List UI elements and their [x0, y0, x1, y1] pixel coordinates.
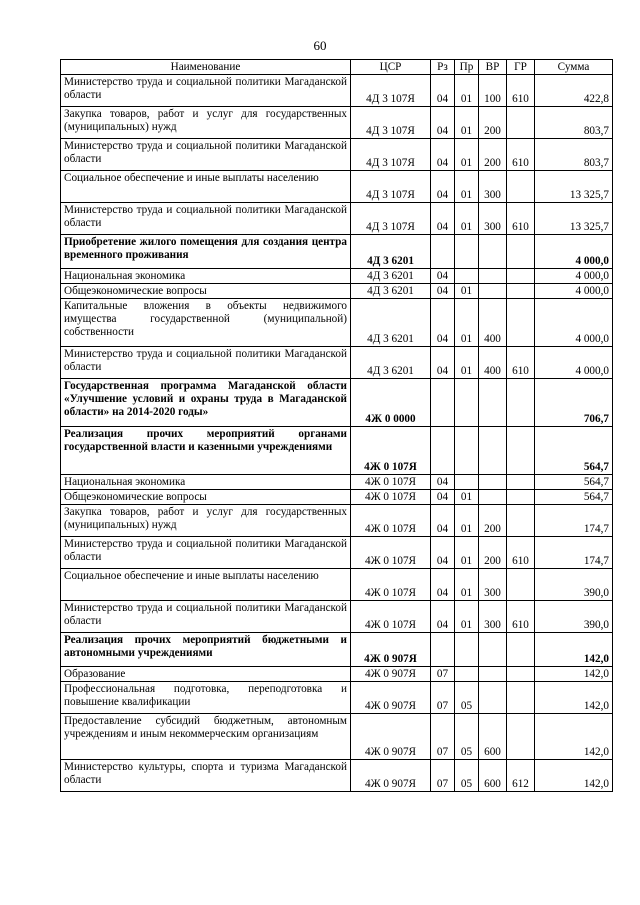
cell-vr [479, 475, 507, 490]
cell-vr: 600 [479, 760, 507, 792]
table-row [61, 601, 613, 633]
table-row [61, 475, 613, 490]
cell-rz: 04 [431, 569, 455, 601]
cell-vr: 300 [479, 171, 507, 203]
cell-csr: 4Ж 0 907Я [351, 633, 431, 667]
cell-csr: 4Ж 0 107Я [351, 475, 431, 490]
cell-csr: 4Ж 0 107Я [351, 569, 431, 601]
table-row [61, 667, 613, 682]
cell-name: Государственная программа Магаданской области «Улучшение условий и охраны труда в Магаданской области» на 2014-2020 годы» [61, 379, 351, 427]
cell-vr: 400 [479, 347, 507, 379]
cell-vr: 400 [479, 299, 507, 347]
cell-vr: 200 [479, 537, 507, 569]
cell-pr: 01 [455, 203, 479, 235]
cell-pr: 01 [455, 537, 479, 569]
cell-name: Реализация прочих мероприятий органами государственной власти и казенными учреждениями [61, 427, 351, 475]
cell-name: Министерство труда и социальной политики Магаданской области [61, 75, 351, 107]
cell-rz: 04 [431, 269, 455, 284]
cell-sum: 564,7 [535, 427, 613, 475]
cell-pr: 01 [455, 284, 479, 299]
cell-name: Профессиональная подготовка, переподготовка и повышение квалификации [61, 682, 351, 714]
cell-vr: 200 [479, 107, 507, 139]
cell-vr [479, 682, 507, 714]
table-row [61, 714, 613, 760]
cell-gr [507, 475, 535, 490]
cell-gr: 610 [507, 537, 535, 569]
table-row [61, 569, 613, 601]
cell-rz: 04 [431, 490, 455, 505]
cell-gr: 610 [507, 203, 535, 235]
cell-csr: 4Ж 0 107Я [351, 427, 431, 475]
cell-csr: 4Д 3 107Я [351, 203, 431, 235]
cell-csr: 4Д 3 6201 [351, 235, 431, 269]
cell-csr: 4Д 3 107Я [351, 171, 431, 203]
cell-name: Общеэкономические вопросы [61, 490, 351, 505]
header-rz: Рз [431, 60, 455, 75]
cell-pr: 05 [455, 714, 479, 760]
cell-gr [507, 427, 535, 475]
cell-sum: 4 000,0 [535, 299, 613, 347]
cell-csr: 4Д 3 107Я [351, 139, 431, 171]
cell-name: Капитальные вложения в объекты недвижимого имущества государственной (муниципальной) собственности [61, 299, 351, 347]
cell-rz: 04 [431, 107, 455, 139]
cell-gr [507, 505, 535, 537]
cell-name: Реализация прочих мероприятий бюджетными и автономными учреждениями [61, 633, 351, 667]
cell-gr [507, 107, 535, 139]
cell-name: Министерство труда и социальной политики Магаданской области [61, 601, 351, 633]
cell-rz: 04 [431, 537, 455, 569]
cell-pr: 01 [455, 139, 479, 171]
cell-rz: 04 [431, 299, 455, 347]
cell-sum: 422,8 [535, 75, 613, 107]
cell-csr: 4Д 3 6201 [351, 347, 431, 379]
cell-gr [507, 379, 535, 427]
cell-gr [507, 490, 535, 505]
cell-sum: 803,7 [535, 139, 613, 171]
cell-csr: 4Ж 0 907Я [351, 760, 431, 792]
cell-rz: 07 [431, 714, 455, 760]
cell-gr [507, 633, 535, 667]
cell-pr [455, 475, 479, 490]
cell-pr [455, 235, 479, 269]
cell-pr: 01 [455, 107, 479, 139]
page-number: 60 [313, 38, 327, 53]
header-gr: ГР [507, 60, 535, 75]
cell-csr: 4Ж 0 907Я [351, 682, 431, 714]
cell-sum: 174,7 [535, 505, 613, 537]
cell-rz: 04 [431, 505, 455, 537]
cell-rz: 04 [431, 601, 455, 633]
cell-sum: 803,7 [535, 107, 613, 139]
cell-sum: 390,0 [535, 569, 613, 601]
cell-name: Образование [61, 667, 351, 682]
cell-sum: 390,0 [535, 601, 613, 633]
cell-vr [479, 427, 507, 475]
table-row [61, 505, 613, 537]
cell-pr: 01 [455, 75, 479, 107]
cell-vr [479, 667, 507, 682]
cell-gr [507, 171, 535, 203]
cell-name: Закупка товаров, работ и услуг для государственных (муниципальных) нужд [61, 107, 351, 139]
cell-sum: 142,0 [535, 682, 613, 714]
cell-vr [479, 633, 507, 667]
cell-sum: 13 325,7 [535, 171, 613, 203]
cell-csr: 4Д 3 107Я [351, 75, 431, 107]
table-row [61, 347, 613, 379]
cell-vr [479, 379, 507, 427]
table-row [61, 269, 613, 284]
cell-gr [507, 569, 535, 601]
cell-csr: 4Ж 0 907Я [351, 714, 431, 760]
cell-name: Социальное обеспечение и иные выплаты населению [61, 569, 351, 601]
cell-pr: 01 [455, 490, 479, 505]
header-vr: ВР [479, 60, 507, 75]
cell-gr [507, 269, 535, 284]
table-row [61, 537, 613, 569]
cell-name: Общеэкономические вопросы [61, 284, 351, 299]
cell-sum: 142,0 [535, 633, 613, 667]
cell-sum: 142,0 [535, 667, 613, 682]
cell-gr: 610 [507, 139, 535, 171]
cell-sum: 174,7 [535, 537, 613, 569]
cell-pr: 01 [455, 601, 479, 633]
cell-vr: 300 [479, 569, 507, 601]
table-row [61, 379, 613, 427]
cell-name: Министерство труда и социальной политики Магаданской области [61, 139, 351, 171]
cell-vr: 200 [479, 505, 507, 537]
cell-rz: 07 [431, 667, 455, 682]
cell-sum: 564,7 [535, 475, 613, 490]
cell-rz [431, 235, 455, 269]
cell-pr: 01 [455, 505, 479, 537]
cell-name: Закупка товаров, работ и услуг для государственных (муниципальных) нужд [61, 505, 351, 537]
cell-csr: 4Ж 0 907Я [351, 667, 431, 682]
header-sum: Сумма [535, 60, 613, 75]
cell-rz [431, 633, 455, 667]
table-row [61, 75, 613, 107]
table-row [61, 682, 613, 714]
cell-vr: 300 [479, 203, 507, 235]
cell-rz: 07 [431, 682, 455, 714]
cell-gr: 612 [507, 760, 535, 792]
cell-vr: 300 [479, 601, 507, 633]
cell-name: Национальная экономика [61, 475, 351, 490]
cell-pr [455, 633, 479, 667]
cell-pr: 01 [455, 569, 479, 601]
cell-sum: 142,0 [535, 760, 613, 792]
cell-vr: 200 [479, 139, 507, 171]
cell-name: Социальное обеспечение и иные выплаты населению [61, 171, 351, 203]
cell-vr [479, 269, 507, 284]
header-name: Наименование [61, 60, 351, 75]
header-pr: Пр [455, 60, 479, 75]
cell-rz: 04 [431, 347, 455, 379]
table-body [61, 75, 613, 792]
cell-gr [507, 714, 535, 760]
cell-pr: 05 [455, 760, 479, 792]
cell-pr [455, 269, 479, 284]
header-csr: ЦСР [351, 60, 431, 75]
cell-rz: 04 [431, 139, 455, 171]
cell-csr: 4Ж 0 0000 [351, 379, 431, 427]
cell-csr: 4Ж 0 107Я [351, 601, 431, 633]
table-row [61, 299, 613, 347]
cell-name: Министерство культуры, спорта и туризма Магаданской области [61, 760, 351, 792]
cell-vr: 600 [479, 714, 507, 760]
cell-sum: 4 000,0 [535, 347, 613, 379]
cell-pr: 05 [455, 682, 479, 714]
cell-name: Министерство труда и социальной политики Магаданской области [61, 347, 351, 379]
table-row [61, 107, 613, 139]
budget-table [60, 59, 613, 792]
table-row [61, 284, 613, 299]
cell-name: Министерство труда и социальной политики Магаданской области [61, 203, 351, 235]
cell-rz: 07 [431, 760, 455, 792]
cell-pr [455, 667, 479, 682]
cell-rz: 04 [431, 203, 455, 235]
cell-gr [507, 284, 535, 299]
cell-gr [507, 667, 535, 682]
cell-rz: 04 [431, 75, 455, 107]
cell-gr [507, 299, 535, 347]
table-row [61, 760, 613, 792]
cell-gr [507, 682, 535, 714]
cell-rz [431, 427, 455, 475]
cell-rz [431, 379, 455, 427]
cell-gr: 610 [507, 601, 535, 633]
cell-sum: 142,0 [535, 714, 613, 760]
cell-name: Национальная экономика [61, 269, 351, 284]
cell-rz: 04 [431, 475, 455, 490]
cell-name: Предоставление субсидий бюджетным, автономным учреждениям и иным некоммерческим организациям [61, 714, 351, 760]
cell-rz: 04 [431, 284, 455, 299]
cell-rz: 04 [431, 171, 455, 203]
cell-pr: 01 [455, 347, 479, 379]
cell-name: Министерство труда и социальной политики Магаданской области [61, 537, 351, 569]
cell-pr: 01 [455, 171, 479, 203]
table-header-row [61, 60, 613, 75]
cell-csr: 4Д 3 6201 [351, 269, 431, 284]
cell-vr [479, 490, 507, 505]
cell-csr: 4Д 3 6201 [351, 284, 431, 299]
table-row [61, 139, 613, 171]
table-row [61, 633, 613, 667]
cell-csr: 4Ж 0 107Я [351, 505, 431, 537]
cell-sum: 564,7 [535, 490, 613, 505]
table-row [61, 171, 613, 203]
cell-sum: 13 325,7 [535, 203, 613, 235]
cell-csr: 4Д 3 6201 [351, 299, 431, 347]
cell-sum: 706,7 [535, 379, 613, 427]
cell-gr: 610 [507, 347, 535, 379]
cell-pr: 01 [455, 299, 479, 347]
cell-vr [479, 284, 507, 299]
cell-sum: 4 000,0 [535, 235, 613, 269]
cell-pr [455, 427, 479, 475]
cell-csr: 4Д 3 107Я [351, 107, 431, 139]
table-row [61, 235, 613, 269]
cell-csr: 4Ж 0 107Я [351, 537, 431, 569]
table-row [61, 203, 613, 235]
cell-name: Приобретение жилого помещения для создания центра временного проживания [61, 235, 351, 269]
cell-vr: 100 [479, 75, 507, 107]
cell-pr [455, 379, 479, 427]
table-row [61, 427, 613, 475]
cell-gr: 610 [507, 75, 535, 107]
cell-gr [507, 235, 535, 269]
cell-csr: 4Ж 0 107Я [351, 490, 431, 505]
cell-sum: 4 000,0 [535, 284, 613, 299]
cell-vr [479, 235, 507, 269]
table-row [61, 490, 613, 505]
cell-sum: 4 000,0 [535, 269, 613, 284]
